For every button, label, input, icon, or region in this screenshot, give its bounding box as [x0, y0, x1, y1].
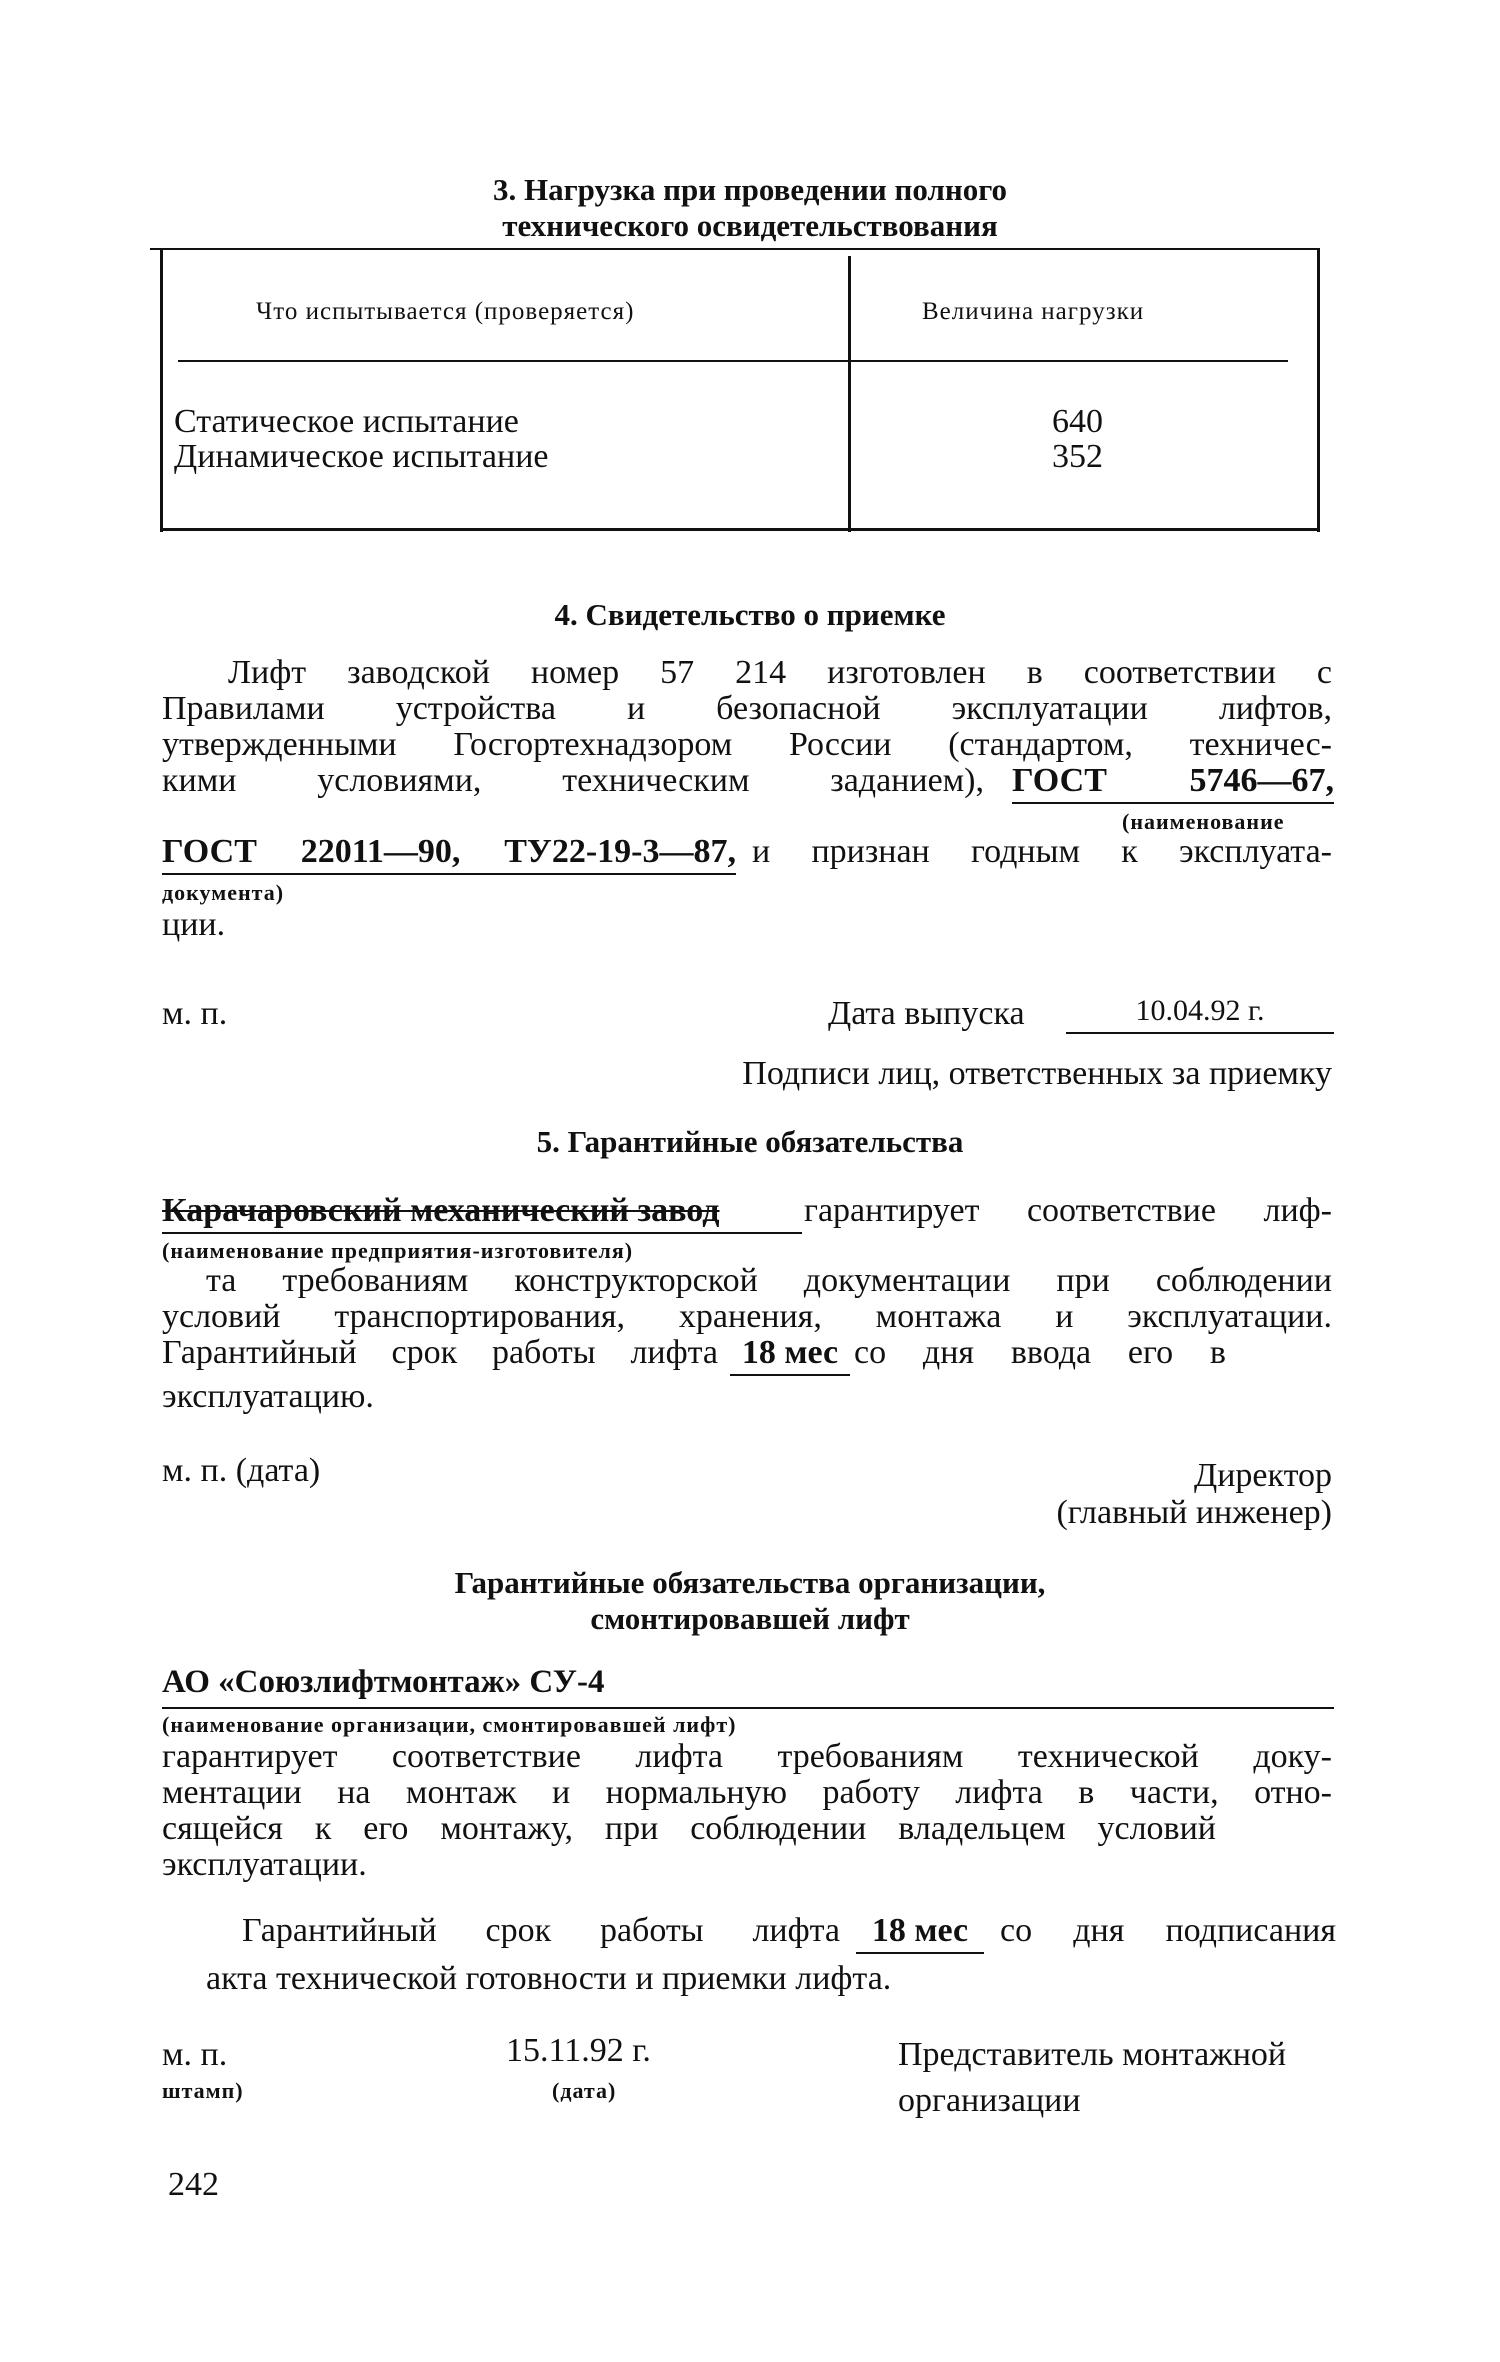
installer-date-caption: (дата): [552, 2078, 617, 2103]
installer-stamp-caption: штамп): [162, 2078, 244, 2103]
signatures-label: Подписи лиц, ответственных за приемку: [742, 1055, 1332, 1092]
warranty-term-value: 18 мес: [730, 1334, 850, 1376]
table-header-item: Что испытывается (проверяется): [256, 298, 635, 325]
page-number: 242: [168, 2166, 219, 2203]
table-row-value: 352: [1052, 438, 1103, 475]
section3-title-line2: технического освидетельствования: [502, 208, 998, 243]
stamp-date: м. п. (дата): [162, 1452, 321, 1489]
section4-line2: Правилами устройства и безопасной эксплуатации лифтов,: [162, 690, 1332, 727]
installer-term-suffix: со дня подписания: [1000, 1912, 1336, 1949]
installer-line2: ментации на монтаж и нормальную работу лифта в части, отно-: [162, 1774, 1332, 1811]
chief-engineer-label: (главный инженер): [1056, 1494, 1332, 1531]
stamp-mp: м. п.: [162, 995, 228, 1032]
installer-line4: эксплуатации.: [162, 1846, 367, 1883]
director-label: Директор: [1194, 1457, 1332, 1494]
installer-line1: гарантирует соответствие лифта требованиям технической доку-: [162, 1738, 1332, 1775]
date-label: Дата выпуска: [828, 995, 1025, 1032]
section3-title-line1: 3. Нагрузка при проведении полного: [492, 172, 1008, 207]
caption-doc: документа): [162, 880, 285, 905]
installer-stamp: м. п.: [162, 2036, 228, 2073]
caption-manufacturer: (наименование предприятия-изготовителя): [162, 1238, 634, 1263]
gost-value-1: ГОСТ 5746—67,: [1012, 762, 1334, 804]
section5-line1: гарантирует соответствие лиф-: [804, 1192, 1332, 1229]
section5-title: 5. Гарантийные обязательства: [536, 1124, 964, 1159]
section5-line4: Гарантийный срок работы лифта: [162, 1334, 718, 1371]
representative-line2: организации: [898, 2082, 1081, 2119]
date-value: 10.04.92 г.: [1066, 994, 1334, 1034]
installer-term-prefix: Гарантийный срок работы лифта: [242, 1912, 840, 1949]
section5-line5: эксплуатацию.: [162, 1378, 374, 1415]
table-header-value: Величина нагрузки: [922, 298, 1145, 325]
section4-line5: и признан годным к эксплуата-: [752, 833, 1332, 870]
installer-title-line1: Гарантийные обязательства организации,: [454, 1565, 1046, 1600]
section4-line6: ции.: [162, 906, 226, 943]
section4-title: 4. Свидетельство о приемке: [554, 597, 946, 632]
gost-value-2: ГОСТ 22011—90, ТУ22-19-3—87,: [162, 833, 736, 875]
section5-line4-suffix: со дня ввода его в: [854, 1334, 1226, 1371]
installer-term-line2: акта технической готовности и приемки лифта.: [206, 1960, 892, 1997]
section5-line3: условий транспортирования, хранения, монтажа и эксплуатации.: [162, 1298, 1332, 1335]
installer-org: АО «Союзлифтмонтаж» СУ-4: [162, 1664, 605, 1700]
representative-line1: Представитель монтажной: [898, 2036, 1287, 2073]
installer-line3: сящейся к его монтажу, при соблюдении владельцем условий: [162, 1810, 1216, 1847]
caption-org: (наименование организации, смонтировавшей лифт): [162, 1712, 737, 1737]
installer-title-line2: смонтировавшей лифт: [590, 1601, 910, 1636]
section4-line3: утвержденными Госгортехнадзором России (стандартом, техничес-: [162, 726, 1332, 763]
section4-line1: Лифт заводской номер 57 214 изготовлен в соответствии с: [228, 654, 1332, 691]
section5-line2: та требованиям конструкторской документации при соблюдении: [206, 1262, 1332, 1299]
table-row-item: Динамическое испытание: [174, 438, 549, 475]
installer-date: 15.11.92 г.: [506, 2032, 651, 2069]
installer-term-value: 18 мес: [856, 1912, 984, 1954]
section4-line4: кими условиями, техническим заданием),: [162, 762, 984, 799]
caption-name: (наименование: [1122, 809, 1285, 834]
table-row-item: Статическое испытание: [174, 403, 519, 440]
table-row-value: 640: [1052, 403, 1103, 440]
manufacturer-name: Карачаровский механический завод: [162, 1192, 802, 1234]
